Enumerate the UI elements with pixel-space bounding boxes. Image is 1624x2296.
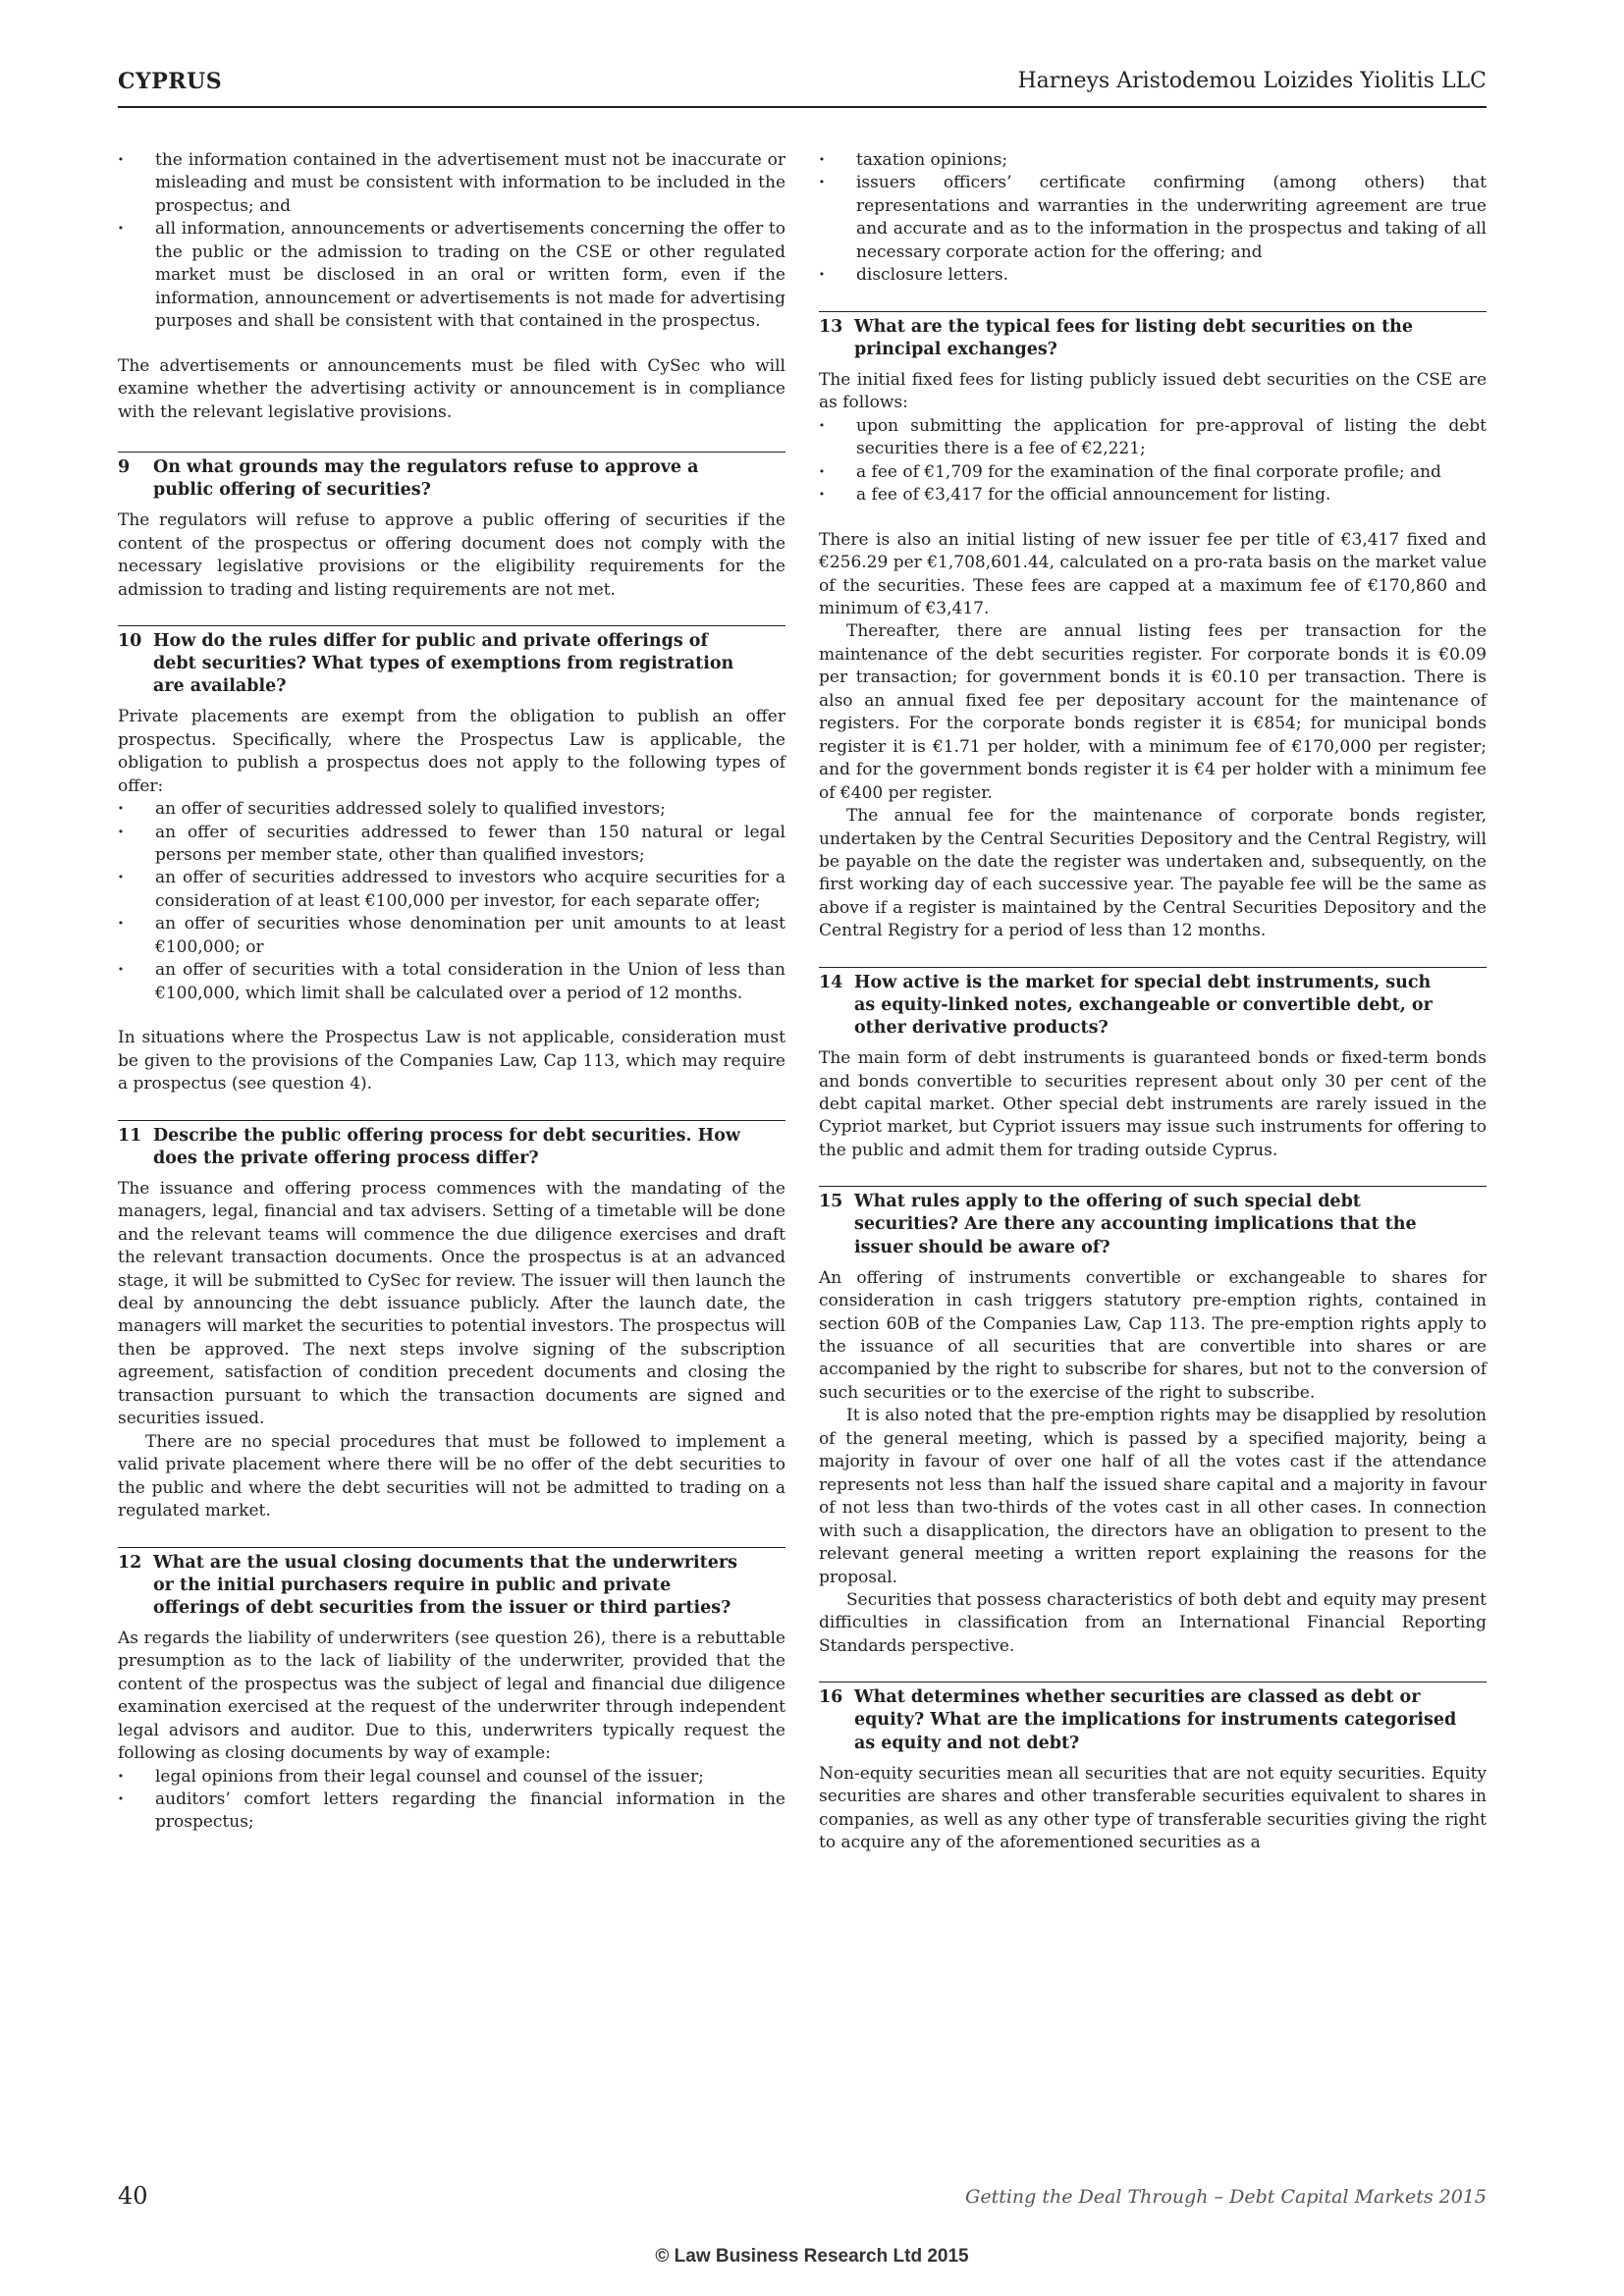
header-rule [118,106,1487,108]
list-item: · an offer of securities addressed to fewer than 150 natural or legal persons per member state, other than qualified investors; [118,822,785,868]
question-number: 16 [819,1687,843,1708]
question-number: 14 [819,972,843,992]
list-item: · a fee of €3,417 for the official announcement for listing. [819,484,1487,507]
paragraph: There are no special procedures that must be followed to implement a valid private placement where there will be no offer of the debt securities to the public and where the debt securities will not be admitted to trading on a regulated market. [118,1431,785,1522]
paragraph: Securities that possess characteristics of both debt and equity may present difficulties in classification from an International Financial Reporting Standards perspective. [819,1589,1487,1656]
closing-documents-list [118,1766,785,1835]
question-number: 13 [819,316,843,337]
question-number: 10 [118,630,142,651]
question-heading [118,1547,785,1620]
question-heading [819,967,1487,1040]
list-item: · disclosure letters. [819,264,1487,287]
paragraph: As regards the liability of underwriters (see question 26), there is a rebuttable presumption as to the lack of liability of the underwriter, provided that the content of the prospectus was the subject of legal and financial due diligence examination exercised at the request of the underwriter through independent legal advisors and auditor. Due to this, underwriters typically request the following as closing documents by way of example: [118,1628,785,1764]
question-number: 9 [118,456,131,477]
question-heading [118,625,785,698]
paragraph: The initial fixed fees for listing publicly issued debt securities on the CSE are as follows: [819,369,1487,413]
question-title: How active is the market for special debt instruments, such as equity-linked notes, exchangeable or convertible debt, or other derivative products? [854,972,1433,1038]
list-item: · upon submitting the application for pre-approval of listing the debt securities there is a fee of €2,221; [819,415,1487,461]
list-item: · legal opinions from their legal counsel and counsel of the issuer; [118,1766,785,1789]
list-item: · an offer of securities with a total consideration in the Union of less than €100,000, which limit shall be calculated over a period of 12 months. [118,959,785,1005]
paragraph: In situations where the Prospectus Law is not applicable, consideration must be given to the provisions of the Companies Law, Cap 113, which may require a prospectus (see question 4). [118,1028,785,1095]
list-item: · auditors’ comfort letters regarding the financial information in the prospectus; [118,1789,785,1835]
question-title: What rules apply to the offering of such special debt securities? Are there any accounting implications that the issuer should be aware of? [854,1192,1417,1257]
question-title: On what grounds may the regulators refuse to approve a public offering of securities? [153,456,699,501]
paragraph: It is also noted that the pre-emption rights may be disapplied by resolution of the general meeting, which is passed by a specified majority, being a majority in favour of over one half of all the votes cast if the attendance represents not less than half the issued share capital and a majority in favour of not less than two-thirds of the votes cast in all other cases. In connection with such a disapplication, the directors have an obligation to present to the relevant general meeting a written report explaining the reasons for the proposal. [819,1406,1487,1587]
question-heading [819,311,1487,361]
fees-bullet-list [819,415,1487,507]
question-title: How do the rules differ for public and private offerings of debt securities? What types of exemptions from registration are available? [153,630,734,697]
list-item: · taxation opinions; [819,149,1487,172]
question-heading [118,1120,785,1170]
country-title: CYPRUS [118,69,223,94]
list-item: · an offer of securities whose denomination per unit amounts to at least €100,000; or [118,913,785,959]
list-item: · an offer of securities addressed to investors who acquire securities for a consideration of at least €100,000 per investor, for each separate offer; [118,867,785,913]
left-column [118,149,785,1835]
question-heading [118,452,785,502]
list-item: · issuers officers’ certificate confirming (among others) that representations and warranties in the underwriting agreement are true and accurate and as to the information in the prospectus and taking of all necessary corporate action for the offering; and [819,172,1487,264]
paragraph: Thereafter, there are annual listing fees per transaction for the maintenance of the debt securities register. For corporate bonds it is €0.09 per transaction; for government bonds it is €0.10 per transaction. There is also an annual fixed fee per depositary account for the maintenance of registers. For the corporate bonds register it is €854; for municipal bonds register it is €1.71 per holder, with a minimum fee of €170,000 per register; and for the government bonds register it is €4 per holder with a minimum fee of €400 per register. [819,621,1487,803]
question-title: What determines whether securities are classed as debt or equity? What are the implications for instruments categorised as equity and not debt? [854,1687,1457,1753]
question-number: 12 [118,1552,142,1573]
right-column [819,149,1487,1854]
paragraph: The advertisements or announcements must be filed with CySec who will examine whether the advertising activity or announcement is in compliance with the relevant legislative provisions. [118,355,785,422]
question-heading [819,1682,1487,1754]
list-item: · the information contained in the advertisement must not be inaccurate or misleading and must be consistent with information to be included in the prospectus; and [118,149,785,218]
list-item: · all information, announcements or advertisements concerning the offer to the public or the admission to trading on the CSE or other regulated market must be disclosed in an oral or written form, even if the information, announcement or advertisements is not made for advertising purposes and shall be consistent with that contained in the prospectus. [118,218,785,333]
closing-documents-list-continued [819,149,1487,288]
paragraph: An offering of instruments convertible or exchangeable to shares for consideration in cash triggers statutory pre-emption rights, contained in section 60B of the Companies Law, Cap 113. The pre-emption rights apply to the issuance of all securities that are convertible into shares or are accompanied by the right to subscribe for shares, but not to the conversion of such securities or to the exercise of the right to subscribe. [819,1267,1487,1403]
advert-bullet-list [118,149,785,334]
paragraph: The regulators will refuse to approve a public offering of securities if the content of the prospectus or offering document does not comply with the necessary legislative provisions or the eligibility requirements for the admission to trading and listing requirements are not met. [118,510,785,600]
question-number: 15 [819,1192,843,1212]
publication-title: Getting the Deal Through – Debt Capital Markets 2015 [965,2186,1487,2208]
paragraph: The main form of debt instruments is guaranteed bonds or fixed-term bonds and bonds convertible to securities represent about only 30 per cent of the debt capital market. Other special debt instruments are rarely issued in the Cypriot market, but Cypriot issuers may issue such instruments for offering to the public and admit them for trading outside Cyprus. [819,1048,1487,1160]
question-title: What are the typical fees for listing debt securities on the principal exchanges? [854,316,1414,359]
question-title: Describe the public offering process for debt securities. How does the private offering process differ? [153,1125,740,1168]
paragraph: Non-equity securities mean all securities that are not equity securities. Equity securities are shares and other transferable securities equivalent to shares in companies, as well as any other type of transferable securities giving the right to acquire any of the aforementioned securities as a [819,1763,1487,1852]
paragraph: Private placements are exempt from the obligation to publish an offer prospectus. Specifically, where the Prospectus Law is applicable, the obligation to publish a prospectus does not apply to the following types of offer: [118,707,785,796]
question-heading [819,1186,1487,1258]
exemption-bullet-list [118,798,785,1005]
paragraph: The annual fee for the maintenance of corporate bonds register, undertaken by the Central Securities Depository and the Central Registry, will be payable on the date the register was undertaken and, subsequently, on the first working day of each successive year. The payable fee will be the same as above if a register is maintained by the Central Securities Depository and the Central Registry for a period of less than 12 months. [819,806,1487,941]
paragraph: There is also an initial listing of new issuer fee per title of €3,417 fixed and €256.29 per €1,708,601.44, calculated on a pro-rata basis on the market value of the securities. These fees are capped at a maximum fee of €170,860 and minimum of €3,417. [819,529,1487,618]
page-number: 40 [118,2182,148,2210]
firm-name: Harneys Aristodemou Loizides Yiolitis LLC [1017,69,1487,93]
paragraph: The issuance and offering process commences with the mandating of the managers, legal, financial and tax advisers. Setting of a timetable will be done and the relevant teams will commence the due diligence exercises and draft the relevant transaction documents. Once the prospectus is at an advanced stage, it will be submitted to CySec for review. The issuer will then launch the deal by announcing the debt issuance publicly. After the launch date, the managers will market the securities to potential investors. The prospectus will then be approved. The next steps involve signing of the subscription agreement, satisfaction of condition precedent documents and closing the transaction pursuant to which the transaction documents are signed and securities issued. [118,1178,785,1429]
list-item: · an offer of securities addressed solely to qualified investors; [118,798,785,821]
list-item: · a fee of €1,709 for the examination of the final corporate profile; and [819,461,1487,484]
question-number: 11 [118,1125,142,1146]
question-title: What are the usual closing documents that the underwriters or the initial purchasers require in public and private offerings of debt securities from the issuer or third parties? [153,1552,737,1618]
copyright-notice: © Law Business Research Ltd 2015 [655,2246,969,2267]
